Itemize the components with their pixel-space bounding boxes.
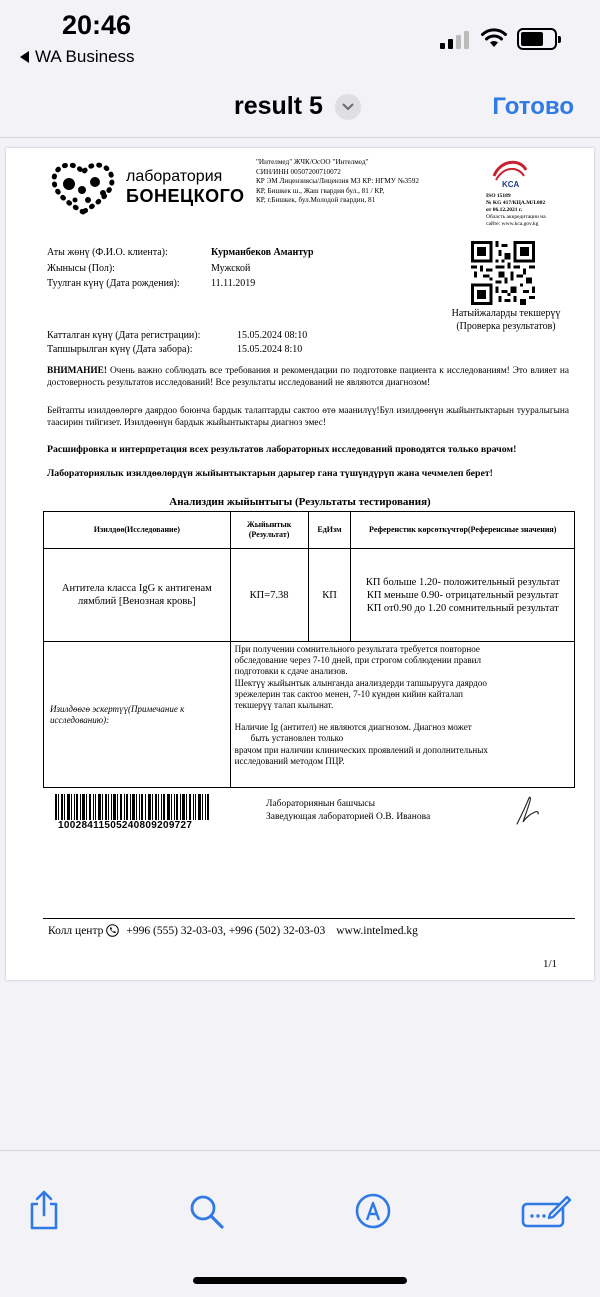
signature-icon: [513, 794, 543, 828]
company-line: КР, Бишкек ш., Жаш гвардия бул., 81 / КР,: [256, 186, 385, 195]
back-arrow-icon: [20, 51, 29, 63]
note-line: текшерүү талап кылынат.: [234, 700, 334, 711]
header-result: Жыйынтык (Результат): [230, 512, 308, 549]
registration-date-value: 15.05.2024 08:10: [237, 330, 308, 341]
notice-bold-ky: Лабораториялык изилдөөлөрдүн жыйынтыктарын дарыгер гана түшүндүрүп жана чечмелеп берет!: [47, 468, 493, 479]
kca-logo-text: KCA: [502, 180, 520, 189]
back-to-app-link[interactable]: [20, 47, 135, 67]
notice-ru-text: Очень важно соблюдать все требования и рекомендации по подготовке пациента к исследованиям! Это влияет на достоверность результатов исследований! Все результаты исследований не являются диагнозом!: [47, 366, 569, 388]
results-header-row: [44, 512, 575, 549]
markup-icon[interactable]: [355, 1193, 391, 1229]
company-line: КР ЭМ Лицензиясы/Лицензия МЗ КР: НГМУ №3592: [256, 177, 419, 185]
page-number: 1/1: [543, 958, 558, 970]
patient-name-value: Курманбеков Амантур: [211, 247, 314, 258]
battery-icon: [517, 28, 557, 50]
status-bar: [0, 0, 600, 80]
notice-ru: [47, 366, 569, 389]
navigation-bar: [0, 80, 600, 138]
call-center-phones: +996 (555) 32-03-03, +996 (502) 32-03-03: [126, 924, 326, 937]
kca-line: ISO 15189: [486, 193, 511, 199]
cellular-signal-icon: [440, 31, 469, 49]
note-spacer: [235, 711, 570, 722]
clock: 20:46: [62, 10, 132, 40]
lab-logo-icon: [48, 160, 118, 218]
kca-line: Область аккредитации на: [486, 214, 546, 220]
document-title[interactable]: [234, 92, 361, 121]
patient-dob-label: Туулган күнү (Дата рождения):: [47, 278, 180, 289]
test-reference: КП больше 1.20- положительный результат КП меньше 0.90- отрицательный результат КП от0.90 до 1.20 сомнительный результат: [351, 549, 575, 642]
patient-dob-value: 11.11.2019: [211, 278, 256, 289]
brand-name-top: лаборатория: [126, 168, 223, 185]
company-line: СИН/ИНН 00507200710072: [256, 167, 341, 176]
note-line: Наличие Ig (антител) не являются диагнозом. Диагноз может: [234, 722, 472, 733]
qr-caption: [431, 308, 581, 333]
company-line: "Интелмед" ЖЧК/ОсОО "Интелмед": [256, 158, 369, 166]
website-link[interactable]: www.intelmed.kg: [336, 924, 418, 937]
home-indicator[interactable]: [193, 1277, 407, 1284]
note-row: [44, 642, 575, 788]
kca-line: от 06.12.2021 г.: [486, 207, 523, 213]
note-line: обследование через 7-10 дней, при строгом соблюдении правил: [234, 655, 482, 666]
signer-title-ru: Заведующая лабораторией О.В. Иванова: [266, 812, 431, 822]
qr-caption-ru: (Проверка результатов): [456, 320, 556, 332]
signer-block: [266, 798, 430, 824]
brand-name-bottom: БОНЕЦКОГО: [126, 186, 245, 206]
notice-bold-ru: Расшифровка и интерпретация всех результатов лабораторных исследований проводятся только врачом!: [47, 444, 517, 455]
note-line: врачом при наличии клинических проявлений и дополнительных: [234, 744, 488, 755]
note-line: исследований методом ПЦР.: [234, 755, 345, 766]
company-line: КР, г.Бишкек, бул.Молодой гвардии, 81: [256, 196, 376, 204]
test-result: КП=7.38: [230, 549, 308, 642]
bottom-toolbar: [0, 1150, 600, 1297]
call-center-label: Колл центр: [48, 924, 104, 937]
notice-lead: ВНИМАНИЕ!: [47, 366, 107, 376]
search-icon[interactable]: [188, 1193, 226, 1231]
back-app-label: WA Business: [35, 47, 135, 66]
note-text: [230, 642, 574, 788]
header-reference: Референстик көрсөткүчтөр(Референсные значения): [351, 512, 575, 549]
qr-code[interactable]: [471, 241, 535, 305]
notice-ky: Бейтапты изилдөөлөргө даярдоо боюнча бардык талаптарды сактоо өтө маанилүү!Бул изилдөөнүн жыйынтыктарын тууралыгына таасирин тийгизет. Изилдөөнүн бардык жыйынтыктары диагноз эмес!: [47, 406, 569, 428]
kca-line: № KG 417/КЦА.МЛ.002: [486, 200, 546, 206]
share-icon[interactable]: [26, 1189, 62, 1231]
patient-sex-value: Мужской: [211, 263, 251, 274]
kca-logo-icon: [490, 156, 530, 190]
edit-icon[interactable]: [520, 1193, 572, 1229]
patient-name-label: Аты жөнү (Ф.И.О. клиента):: [47, 247, 168, 258]
test-unit: КП: [308, 549, 351, 642]
done-button[interactable]: Готово: [492, 93, 574, 120]
signer-title-ky: Лабораториянын башчысы: [266, 799, 375, 809]
phone-icon: [106, 924, 119, 937]
registration-date-label: Катталган күнү (Дата регистрации):: [47, 330, 201, 341]
barcode-number: 10028411505240809209727: [58, 820, 193, 831]
document-page[interactable]: [6, 148, 594, 980]
header-unit: ЕдИзм: [308, 512, 351, 549]
note-line: быть установлен только: [234, 733, 344, 744]
note-line: При получении сомнительного результата требуется повторное: [234, 644, 480, 654]
chevron-down-icon[interactable]: [335, 94, 361, 120]
footer-divider: [43, 918, 575, 919]
call-center: [48, 924, 418, 937]
sample-date-value: 15.05.2024 8:10: [237, 344, 303, 355]
test-name: Антитела класса IgG к антигенам лямблий [Венозная кровь]: [44, 549, 231, 642]
note-line: Шектүү жыйынтык алынганда анализдерди тапшырууга даярдоо: [234, 677, 487, 688]
patient-sex-label: Жынысы (Пол):: [47, 263, 115, 274]
company-info: [256, 158, 486, 206]
barcode: [55, 794, 209, 820]
accreditation-block: [486, 156, 586, 228]
note-line: эрежелерин так сактоо менен, 7-10 күндөн кийин кайталап: [234, 688, 464, 699]
results-table: [43, 511, 575, 788]
table-row: [44, 549, 575, 642]
note-line: подготовки к сдаче анализов.: [234, 666, 348, 677]
sample-date-label: Тапшырылган күнү (Дата забора):: [47, 344, 193, 355]
note-label: Изилдөөгө эскертүү(Примечание к исследованию):: [44, 642, 231, 788]
kca-line: сайте: www.kca.gov.kg: [486, 221, 539, 227]
qr-caption-ky: Натыйжаларды текшерүү: [451, 308, 561, 319]
document-title-text: result 5: [234, 92, 323, 120]
wifi-icon: [480, 27, 508, 49]
header-test: Изилдөө(Исследование): [44, 512, 231, 549]
results-title: Анализдин жыйынтыгы (Результаты тестирования): [169, 496, 431, 508]
